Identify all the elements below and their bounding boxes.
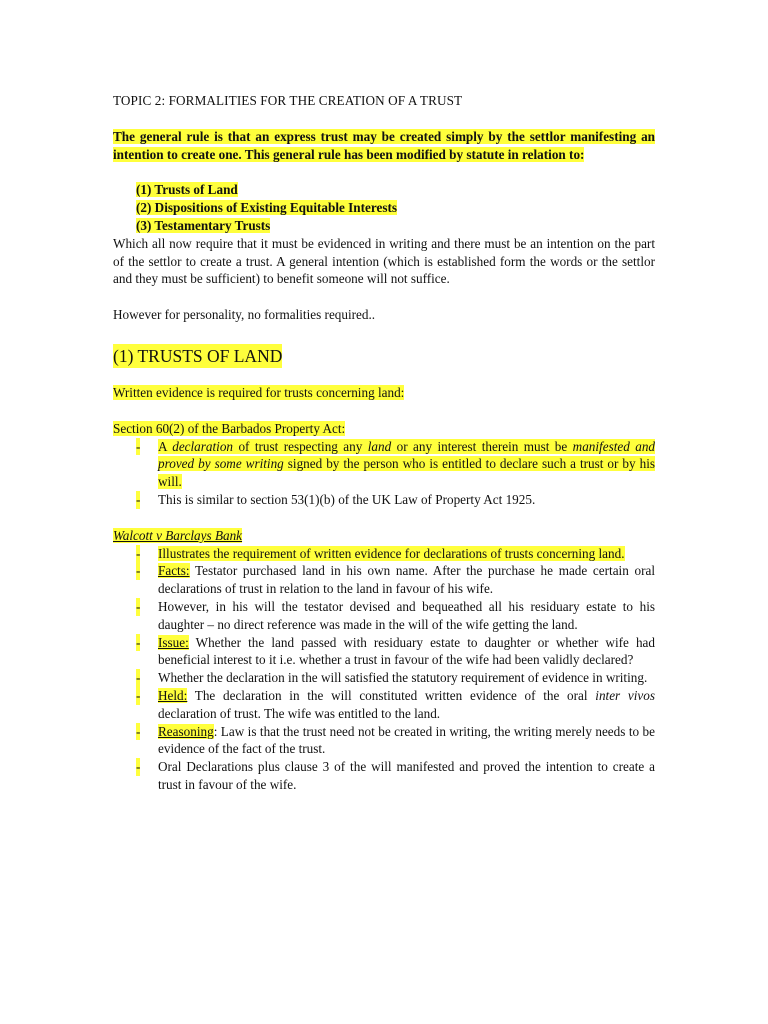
statute-list [136,181,655,234]
section-heading: (1) TRUSTS OF LAND [113,345,283,366]
topic-title: TOPIC 2: FORMALITIES FOR THE CREATION OF A TRUST [113,93,463,108]
case-item-8: - Oral Declarations plus clause 3 of the will manifested and proved the intention to create a trust in favour of the wife. [136,759,655,792]
case-item-7: - Reasoning: Law is that the trust need not be created in writing, the writing merely needs to be evidence of the fact of the trust. [136,723,655,757]
intro-text: The general rule is that an express trust may be created simply by the settlor manifesting an intention to create one. This general rule has been modified by statute in relation to: [113,128,655,162]
section-60-title: Section 60(2) of the Barbados Property Act: [113,420,346,436]
section-60-list [113,438,655,509]
section-60-item-1: - A declaration of trust respecting any land or any interest therein must be manifested and proved by some writing signed by the person who is entitled to declare such a trust or by his will. [136,438,656,490]
statute-item-2: (2) Dispositions of Existing Equitable Interests [136,200,397,216]
case-title: Walcott v Barclays Bank [113,527,243,543]
case-item-1: - Illustrates the requirement of written evidence for declarations of trusts concerning land. [136,545,625,561]
case-item-6: - Held: The declaration in the will constituted written evidence of the oral inter vivos declaration of trust. The wife was entitled to the land. [136,687,655,721]
statute-item-3: (3) Testamentary Trusts [136,217,271,233]
writing-requirement: Which all now require that it must be evidenced in writing and there must be an intention on the part of the settlor to create a trust. A general intention (which is established form the words or the settlor and they must be sufficient) to benefit someone will not suffice. [113,235,655,287]
personality-note: However for personality, no formalities required.. [113,307,376,323]
section-60-item-2: - This is similar to section 53(1)(b) of the UK Law of Property Act 1925. [136,491,536,507]
document-page [113,92,655,794]
case-item-4: - Issue: Whether the land passed with residuary estate to daughter or whether wife had beneficial interest to it i.e. whether a trust in favour of the wife had been validly declared? [136,634,655,668]
intro-paragraph [113,128,655,164]
case-list [113,545,655,794]
case-item-3: - However, in his will the testator devised and bequeathed all his residuary estate to his daughter – no direct reference was made in the will of the wife getting the land. [136,598,655,632]
written-evidence-line: Written evidence is required for trusts concerning land: [113,384,405,400]
case-item-5: - Whether the declaration in the will satisfied the statutory requirement of evidence in writing. [136,670,648,686]
case-item-2: - Facts: Testator purchased land in his own name. After the purchase he made certain oral declarations of trust in relation to the land in favour of his wife. [136,563,655,597]
statute-item-1: (1) Trusts of Land [136,182,238,198]
